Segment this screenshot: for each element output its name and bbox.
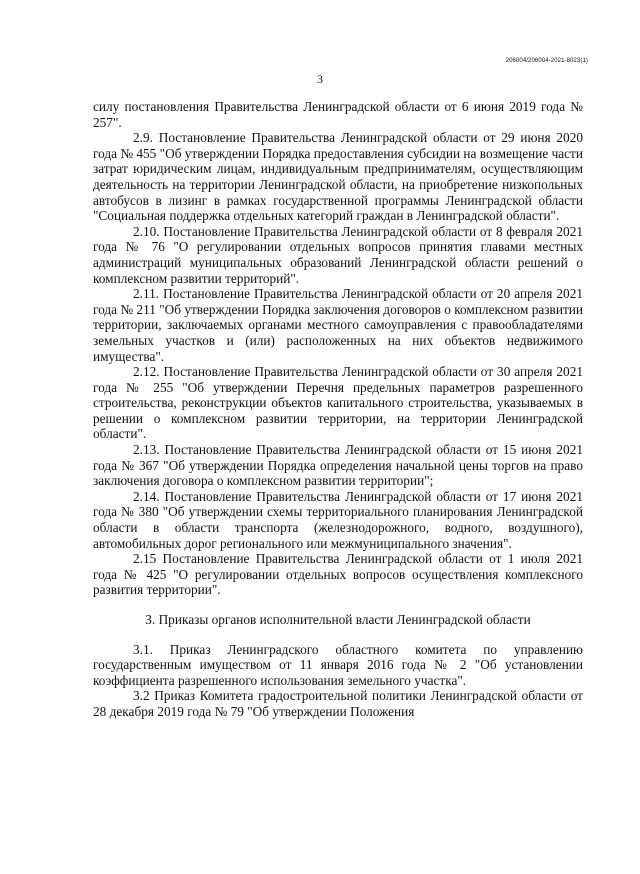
paragraph-2-12: 2.12. Постановление Правительства Ленинградской области от 30 апреля 2021 года № 255 "Об утверждении Перечня предельных параметров разрешенного строительства, реконструкции объектов капитального строительства, указываемых в решении о комплексном развитии территории, на территории Ленинградской области".: [93, 364, 583, 442]
paragraph-continuation: силу постановления Правительства Ленинградской области от 6 июня 2019 года № 257".: [93, 99, 583, 130]
document-body: [93, 99, 583, 720]
page-number: 3: [317, 72, 323, 86]
paragraph-2-13: 2.13. Постановление Правительства Ленинградской области от 15 июня 2021 года № 367 "Об утверждении Порядка определения начальной цены торгов на право заключения договора о комплексном развитии территории";: [93, 442, 583, 489]
paragraph-2-14: 2.14. Постановление Правительства Ленинградской области от 17 июня 2021 года № 380 "Об утверждении схемы территориального планирования Ленинградской области в области транспорта (железнодорожного, водного, воздушного), автомобильных дорог регионального или межмуниципального значения".: [93, 488, 583, 551]
paragraph-2-15: 2.15 Постановление Правительства Ленинградской области от 1 июля 2021 года № 425 "О регулировании отдельных вопросов осуществления комплексного развития территории".: [93, 551, 583, 598]
paragraph-2-11: 2.11. Постановление Правительства Ленинградской области от 20 апреля 2021 года № 211 "Об утверждении Порядка заключения договоров о комплексном развитии территории, заключаемых органами местного самоуправления с правообладателями земельных участков и (или) расположенных на них объектов недвижимого имущества".: [93, 286, 583, 364]
section-3-heading: 3. Приказы органов исполнительной власти Ленинградской области: [145, 612, 531, 627]
paragraph-2-10: 2.10. Постановление Правительства Ленинградской области от 8 февраля 2021 года № 76 "О регулировании отдельных вопросов принятия главами местных администраций муниципальных образований Ленинградской области решений о комплексном развитии территорий".: [93, 223, 583, 286]
paragraph-2-9: 2.9. Постановление Правительства Ленинградской области от 29 июня 2020 года № 455 "Об утверждении Порядка предоставления субсидии на возмещение части затрат юридическим лицам, индивидуальным предпринимателям, осуществляющим деятельность на территории Ленинградской области, на приобретение низкопольных автобусов в лизинг в рамках государственной программы Ленинградской области "Социальная поддержка отдельных категорий граждан в Ленинградской области".: [93, 130, 583, 224]
paragraph-3-1: 3.1. Приказ Ленинградского областного комитета по управлению государственным имуществом от 11 января 2016 года № 2 "Об установлении коэффициента разрешенного использования земельного участка".: [93, 641, 583, 688]
paragraph-3-2: 3.2 Приказ Комитета градостроительной политики Ленинградской области от 28 декабря 2019 года № 79 "Об утверждении Положения: [93, 688, 583, 719]
document-id: 206004/206004-2021-8023(1): [505, 58, 588, 64]
